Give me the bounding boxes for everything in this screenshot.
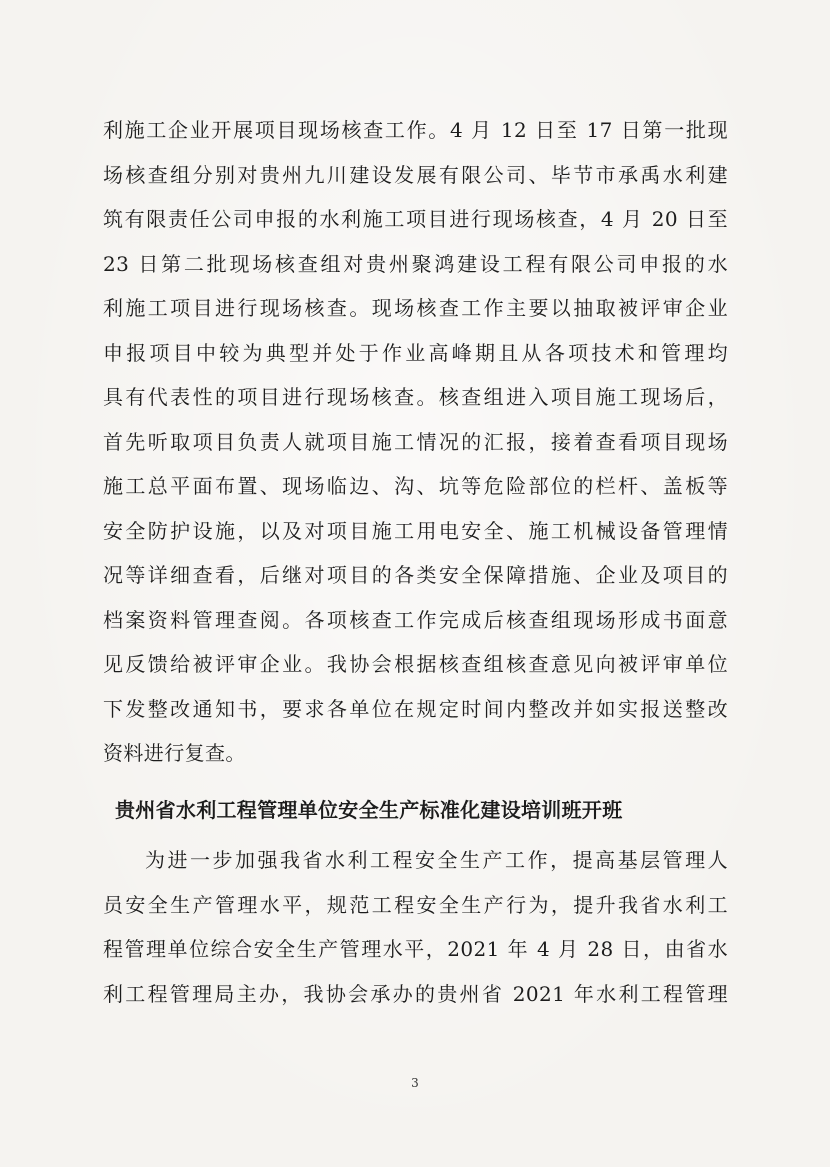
page-number: 3: [411, 1076, 419, 1090]
paragraph-line: 首先听取项目负责人就项目施工情况的汇报，接着查看项目现场: [103, 429, 728, 454]
paragraph-line: 具有代表性的项目进行现场核查。核查组进入项目施工现场后，: [103, 385, 728, 409]
paragraph-line: 申报项目中较为典型并处于作业高峰期且从各项技术和管理均: [103, 340, 728, 365]
paragraph-line: 场核查组分别对贵州九川建设发展有限公司、毕节市承禹水利建: [103, 162, 728, 187]
paragraph-line: 况等详细查看，后继对项目的各类安全保障措施、企业及项目的: [103, 563, 728, 587]
paragraph-line: 资料进行复查。: [103, 741, 246, 765]
paragraph-line: 利施工企业开展项目现场核查工作。4 月 12 日至 17 日第一批现: [103, 118, 728, 142]
paragraph-1: [103, 108, 728, 776]
paragraph-line: 档案资料管理查阅。各项核查工作完成后核查组现场形成书面意: [103, 607, 728, 632]
paragraph-line: 筑有限责任公司申报的水利施工项目进行现场核查，4 月 20 日至: [103, 207, 728, 231]
paragraph-line: 安全防护设施，以及对项目施工用电安全、施工机械设备管理情: [103, 518, 728, 543]
paragraph-line: 员安全生产管理水平，规范工程安全生产行为，提升我省水利工: [103, 892, 728, 917]
paragraph-line: 施工总平面布置、现场临边、沟、坑等危险部位的栏杆、盖板等: [103, 474, 728, 498]
paragraph-line: 见反馈给被评审企业。我协会根据核查组核查意见向被评审单位: [103, 652, 728, 676]
paragraph-line: 利工程管理局主办，我协会承办的贵州省 2021 年水利工程管理: [103, 981, 728, 1006]
section-heading: 贵州省水利工程管理单位安全生产标准化建设培训班开班: [115, 798, 623, 822]
paragraph-line: 下发整改通知书，要求各单位在规定时间内整改并如实报送整改: [103, 696, 728, 721]
paragraph-line: 23 日第二批现场核查组对贵州聚鸿建设工程有限公司申报的水: [103, 251, 728, 276]
paragraph-line: 利施工项目进行现场核查。现场核查工作主要以抽取被评审企业: [103, 296, 728, 320]
paragraph-2: [103, 838, 728, 1016]
paragraph-line: 程管理单位综合安全生产管理水平，2021 年 4 月 28 日，由省水: [103, 937, 728, 961]
paragraph-line: 为进一步加强我省水利工程安全生产工作，提高基层管理人: [145, 848, 728, 872]
